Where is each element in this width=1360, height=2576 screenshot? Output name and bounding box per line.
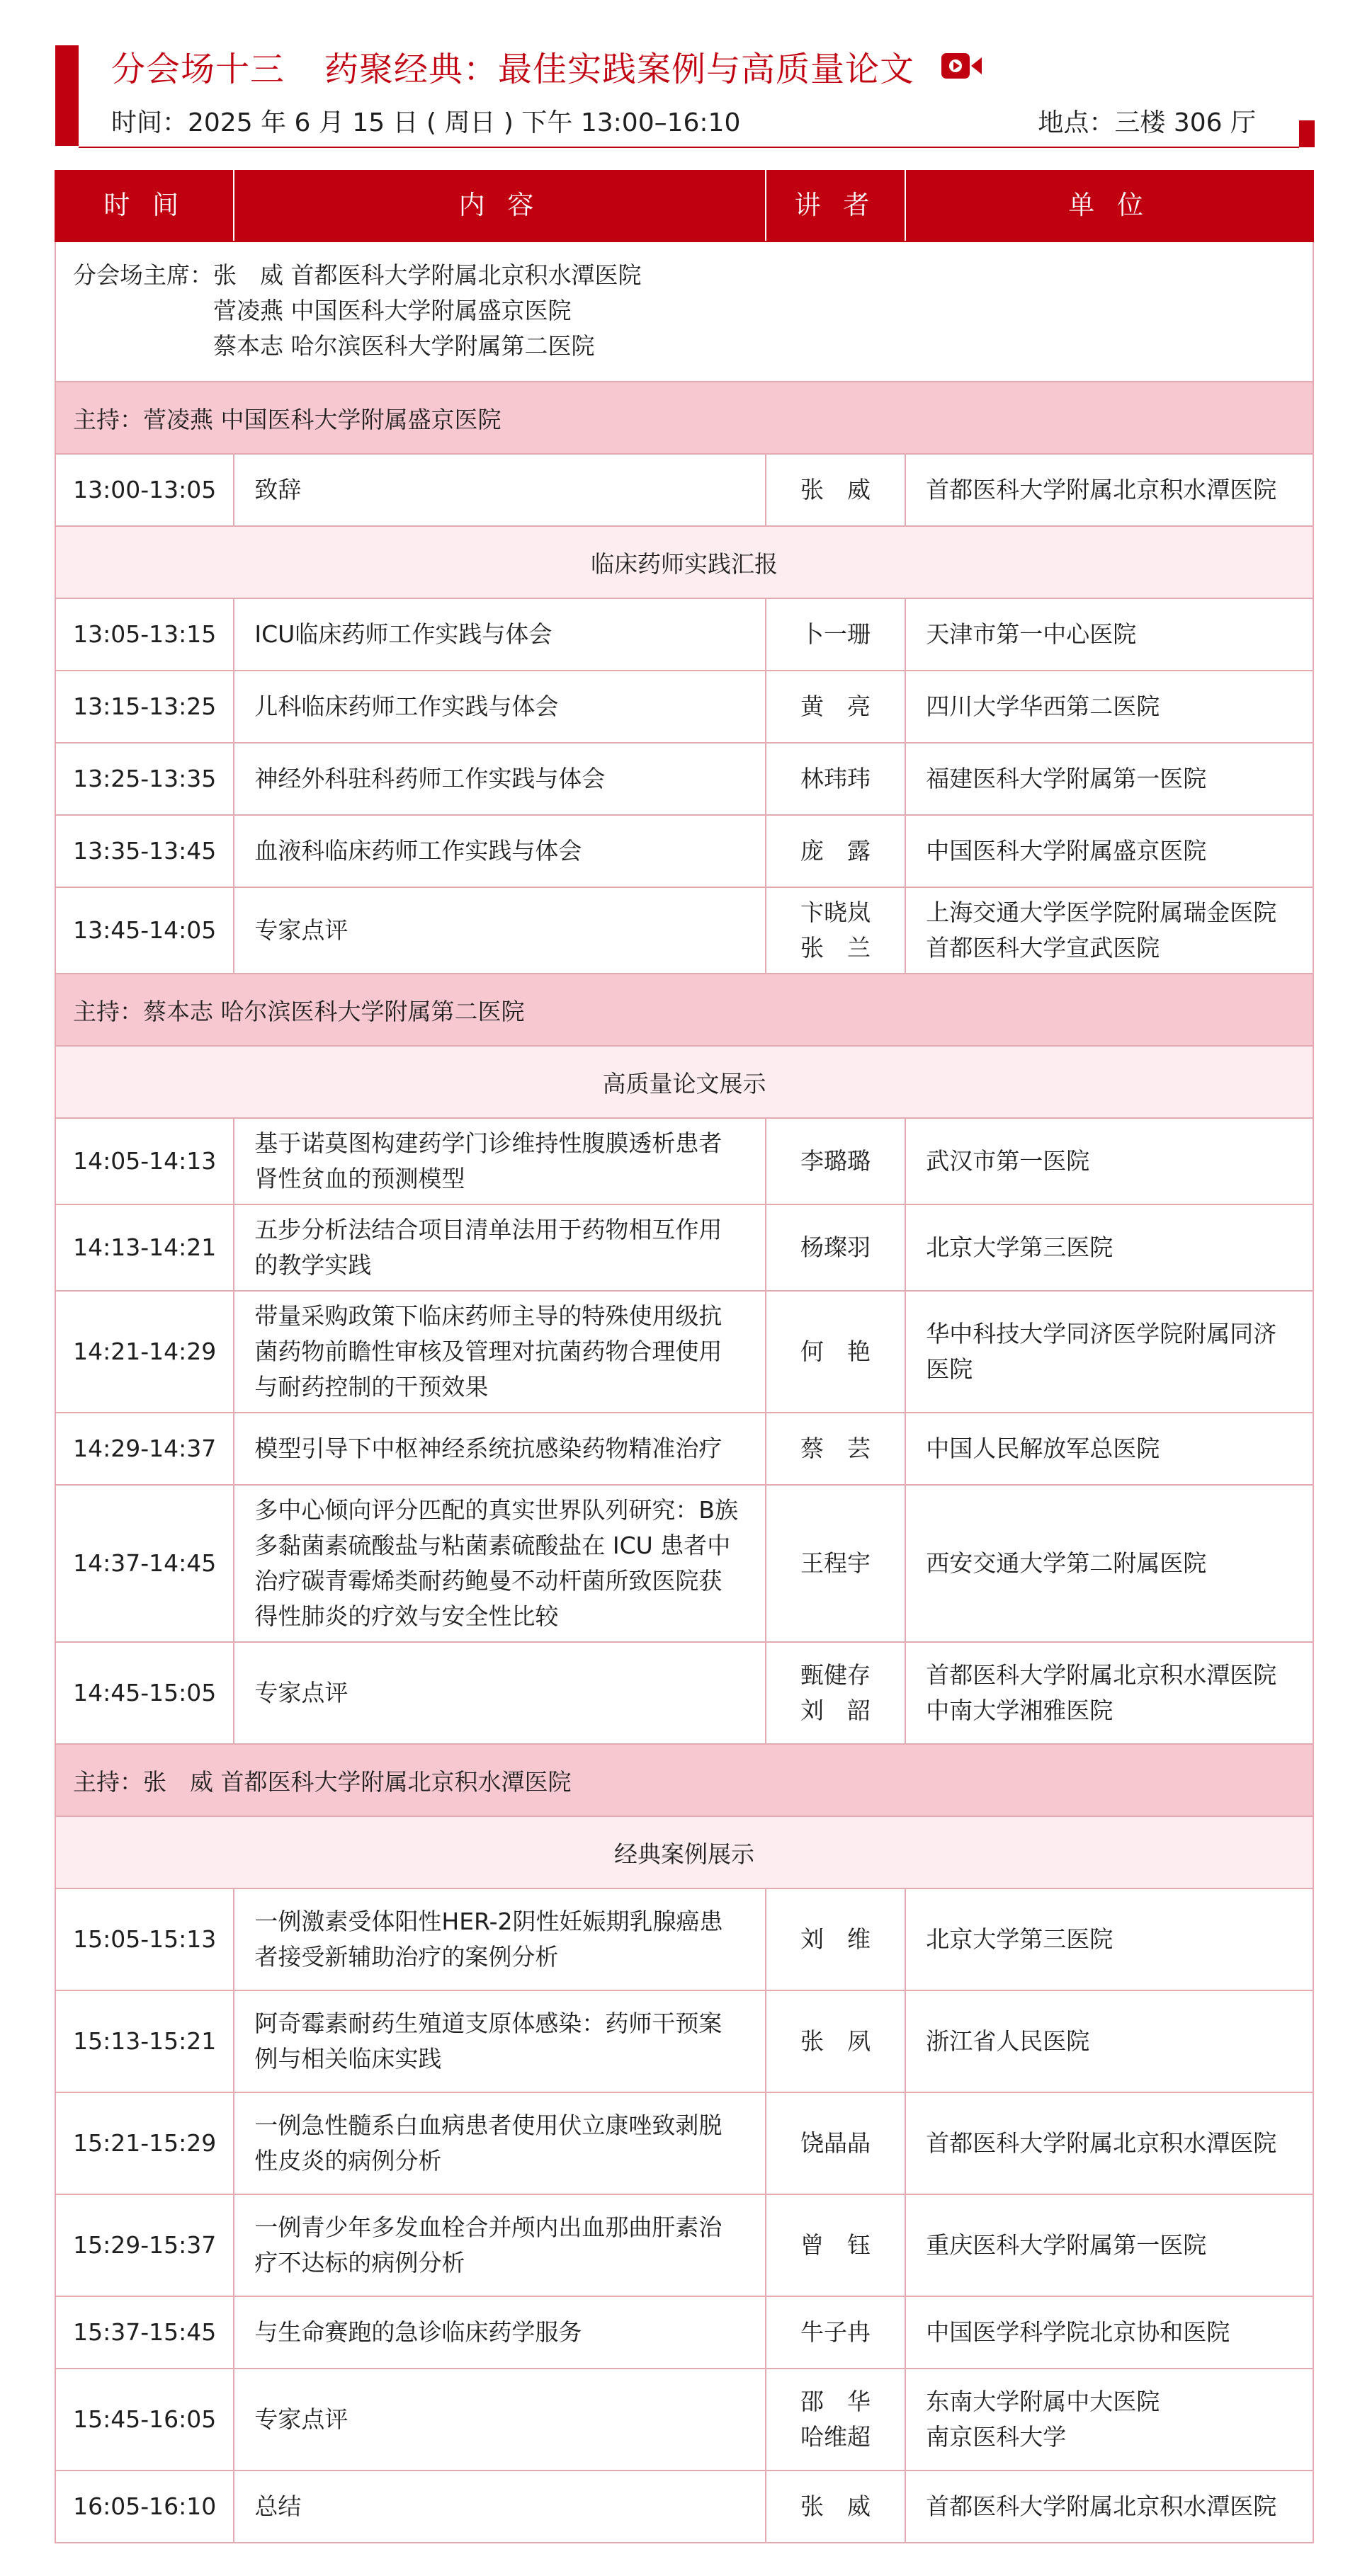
organization-cell [906, 888, 1313, 973]
speaker-cell [766, 2195, 907, 2296]
content-cell [234, 455, 766, 525]
speaker-cell [766, 743, 907, 814]
speaker-cell [766, 2471, 907, 2542]
organization-list [926, 1546, 1206, 1581]
schedule-row [55, 455, 1314, 527]
schedule-row [55, 2195, 1314, 2297]
organization-list [926, 2228, 1206, 2263]
schedule-row [55, 1119, 1314, 1205]
organization-cell [906, 1643, 1313, 1743]
organization-list [926, 1144, 1089, 1179]
talk-title: 总结 [254, 2492, 302, 2520]
content-cell [234, 1292, 766, 1412]
organization-name: 首都医科大学附属北京积水潭医院 [926, 1661, 1277, 1689]
section-title-row: 临床药师实践汇报 [55, 527, 1314, 599]
speaker-list [800, 1144, 871, 1179]
speaker-list [800, 1922, 871, 1957]
talk-title: 儿科临床药师工作实践与体会 [254, 693, 559, 720]
organization-name: 北京大学第三医院 [926, 1233, 1114, 1261]
organization-name: 武汉市第一医院 [926, 1147, 1090, 1175]
organization-list [926, 2489, 1276, 2524]
speaker-name: 卞晓岚 [800, 899, 871, 926]
speaker-list [800, 472, 871, 508]
organization-name: 西安交通大学第二附属医院 [926, 1549, 1207, 1577]
speaker-name: 张 威 [800, 476, 871, 503]
content-cell [234, 599, 766, 670]
content-cell [234, 2471, 766, 2542]
speaker-list [800, 833, 871, 869]
host-row: 主持：菅凌燕 中国医科大学附属盛京医院 [55, 382, 1314, 455]
talk-title: 模型引导下中枢神经系统抗感染药物精准治疗 [254, 1435, 722, 1462]
organization-list [926, 1230, 1113, 1265]
column-header-organization: 单 位 [1068, 190, 1150, 220]
organization-list [926, 1431, 1160, 1466]
speaker-list [800, 895, 871, 966]
speaker-list [800, 1334, 871, 1369]
speaker-list [800, 2315, 871, 2350]
organization-list [926, 617, 1136, 652]
time-cell: 14:13-14:21 [56, 1205, 234, 1290]
content-cell [234, 816, 766, 887]
content-cell [234, 671, 766, 742]
schedule-row [55, 1643, 1314, 1745]
speaker-list [800, 2024, 871, 2059]
talk-title: 专家点评 [254, 2405, 348, 2433]
speaker-cell [766, 1205, 907, 1290]
speaker-list [800, 761, 871, 797]
chairs-list [213, 242, 642, 364]
speaker-name: 李璐璐 [800, 1147, 871, 1175]
speaker-list [800, 617, 871, 652]
organization-name: 四川大学华西第二医院 [926, 693, 1160, 720]
organization-list [926, 2315, 1230, 2350]
organization-cell [906, 1486, 1313, 1641]
time-cell: 15:13-15:21 [56, 1991, 234, 2092]
session-number: 分会场十三 [111, 50, 285, 89]
speaker-cell [766, 2297, 907, 2368]
speaker-name: 刘 维 [800, 1925, 871, 1953]
organization-cell [906, 2471, 1313, 2542]
organization-cell [906, 599, 1313, 670]
speaker-cell [766, 455, 907, 525]
speaker-list [800, 1230, 871, 1265]
speaker-name: 甄健存 [800, 1661, 871, 1689]
schedule-row [55, 1205, 1314, 1292]
organization-cell [906, 743, 1313, 814]
schedule-row [55, 2471, 1314, 2543]
content-cell [234, 743, 766, 814]
chairs-label: 分会场主席： [73, 261, 213, 289]
talk-title: 专家点评 [254, 1679, 348, 1706]
organization-cell [906, 455, 1313, 525]
speaker-list [800, 2126, 871, 2161]
organization-list [926, 2024, 1089, 2059]
talk-title: 五步分析法结合项目清单法用于药物相互作用的教学实践 [254, 1216, 722, 1279]
time-cell: 13:15-13:25 [56, 671, 234, 742]
talk-title: 致辞 [254, 476, 302, 503]
organization-list [926, 895, 1276, 966]
organization-name: 中南大学湘雅医院 [926, 1697, 1114, 1724]
speaker-cell [766, 1119, 907, 1204]
schedule-row [55, 1486, 1314, 1643]
speaker-name: 黄 亮 [800, 693, 871, 720]
organization-cell [906, 2093, 1313, 2194]
schedule-row [55, 1413, 1314, 1486]
organization-list [926, 2126, 1276, 2161]
talk-title: 专家点评 [254, 916, 348, 944]
organization-name: 北京大学第三医院 [926, 1925, 1114, 1953]
time-cell: 15:29-15:37 [56, 2195, 234, 2296]
organization-cell [906, 2369, 1313, 2470]
time-cell: 15:21-15:29 [56, 2093, 234, 2194]
speaker-cell [766, 671, 907, 742]
organization-cell [906, 671, 1313, 742]
organization-name: 中国医科大学附属盛京医院 [926, 837, 1207, 865]
organization-cell [906, 816, 1313, 887]
header-accent-bar [55, 45, 79, 146]
schedule-row [55, 816, 1314, 888]
speaker-cell [766, 1643, 907, 1743]
talk-title: ICU临床药师工作实践与体会 [254, 620, 552, 648]
speaker-name: 牛子冉 [800, 2318, 871, 2346]
table-header-row [55, 170, 1314, 242]
time-cell: 13:05-13:15 [56, 599, 234, 670]
schedule-row [55, 1292, 1314, 1413]
header-corner-mark [1299, 120, 1315, 147]
speaker-cell [766, 888, 907, 973]
host-row: 主持：蔡本志 哈尔滨医科大学附属第二医院 [55, 974, 1314, 1047]
time-cell: 14:29-14:37 [56, 1413, 234, 1484]
content-cell [234, 888, 766, 973]
speaker-cell [766, 1292, 907, 1412]
organization-list [926, 472, 1276, 508]
schedule-row [55, 2093, 1314, 2195]
speaker-name: 刘 韶 [800, 1697, 871, 1724]
speaker-cell [766, 2369, 907, 2470]
talk-title: 一例急性髓系白血病患者使用伏立康唑致剥脱性皮炎的病例分析 [254, 2111, 722, 2175]
content-cell [234, 1486, 766, 1641]
content-cell [234, 2195, 766, 2296]
organization-name: 中国医学科学院北京协和医院 [926, 2318, 1230, 2346]
chair-person: 张 威 首都医科大学附属北京积水潭医院 [213, 261, 642, 289]
time-cell: 15:05-15:13 [56, 1889, 234, 1990]
organization-list [926, 761, 1206, 797]
talk-title: 与生命赛跑的急诊临床药学服务 [254, 2318, 582, 2346]
organization-name: 天津市第一中心医院 [926, 620, 1137, 648]
column-header-time: 时 间 [56, 170, 234, 241]
video-camera-icon [941, 40, 982, 97]
speaker-cell [766, 599, 907, 670]
time-cell: 14:45-15:05 [56, 1643, 234, 1743]
schedule-row [55, 1991, 1314, 2093]
speaker-name: 何 艳 [800, 1338, 871, 1365]
organization-name: 首都医科大学附属北京积水潭医院 [926, 2492, 1277, 2520]
organization-cell [906, 1119, 1313, 1204]
time-cell: 16:05-16:10 [56, 2471, 234, 2542]
time-cell: 13:25-13:35 [56, 743, 234, 814]
speaker-name: 张 夙 [800, 2027, 871, 2055]
speaker-cell [766, 1889, 907, 1990]
organization-name: 上海交通大学医学院附属瑞金医院 [926, 899, 1277, 926]
content-cell [234, 2297, 766, 2368]
talk-title: 血液科临床药师工作实践与体会 [254, 837, 582, 865]
talk-title: 神经外科驻科药师工作实践与体会 [254, 765, 606, 792]
speaker-cell [766, 2093, 907, 2194]
content-cell [234, 1991, 766, 2092]
organization-list [926, 2384, 1160, 2455]
organization-list [926, 1316, 1293, 1387]
organization-list [926, 689, 1160, 724]
speaker-name: 张 威 [800, 2492, 871, 2520]
content-cell [234, 2369, 766, 2470]
organization-cell [906, 2195, 1313, 2296]
schedule-table [55, 170, 1314, 2543]
talk-title: 多中心倾向评分匹配的真实世界队列研究：B族多黏菌素硫酸盐与粘菌素硫酸盐在 ICU 患者中治疗碳青霉烯类耐药鲍曼不动杆菌所致医院获得性肺炎的疗效与安全性比较 [254, 1496, 739, 1630]
host-row: 主持：张 威 首都医科大学附属北京积水潭医院 [55, 1745, 1314, 1817]
content-cell [234, 1413, 766, 1484]
chair-person: 蔡本志 哈尔滨医科大学附属第二医院 [213, 332, 595, 360]
organization-cell [906, 1991, 1313, 2092]
schedule-row [55, 2369, 1314, 2471]
schedule-row [55, 888, 1314, 974]
section-title-row: 经典案例展示 [55, 1817, 1314, 1889]
content-cell [234, 1889, 766, 1990]
speaker-name: 林玮玮 [800, 765, 871, 792]
chair-person: 菅凌燕 中国医科大学附属盛京医院 [213, 297, 572, 324]
speaker-name: 哈维超 [800, 2423, 871, 2451]
organization-name: 首都医科大学附属北京积水潭医院 [926, 2129, 1277, 2157]
speaker-name: 邵 华 [800, 2388, 871, 2415]
speaker-name: 庞 露 [800, 837, 871, 865]
talk-title: 一例激素受体阳性HER-2阴性妊娠期乳腺癌患者接受新辅助治疗的案例分析 [254, 1908, 723, 1971]
time-cell: 14:05-14:13 [56, 1119, 234, 1204]
organization-name: 南京医科大学 [926, 2423, 1067, 2451]
speaker-list [800, 2228, 871, 2263]
content-cell [234, 1643, 766, 1743]
organization-name: 中国人民解放军总医院 [926, 1435, 1160, 1462]
organization-cell [906, 1889, 1313, 1990]
talk-title: 基于诺莫图构建药学门诊维持性腹膜透析患者肾性贫血的预测模型 [254, 1129, 722, 1192]
column-header-content: 内 容 [234, 170, 766, 241]
schedule-row [55, 1889, 1314, 1991]
time-cell: 13:35-13:45 [56, 816, 234, 887]
talk-title: 阿奇霉素耐药生殖道支原体感染：药师干预案例与相关临床实践 [254, 2010, 722, 2073]
organization-cell [906, 2297, 1313, 2368]
speaker-name: 曾 钰 [800, 2231, 871, 2259]
organization-name: 首都医科大学宣武医院 [926, 934, 1160, 962]
speaker-cell [766, 1413, 907, 1484]
speaker-name: 饶晶晶 [800, 2129, 871, 2157]
column-header-speaker: 讲 者 [766, 170, 907, 241]
speaker-name: 卜一珊 [800, 620, 871, 648]
time-cell: 13:00-13:05 [56, 455, 234, 525]
organization-cell [906, 1205, 1313, 1290]
organization-name: 重庆医科大学附属第一医院 [926, 2231, 1207, 2259]
organization-name: 浙江省人民医院 [926, 2027, 1090, 2055]
organization-list [926, 833, 1206, 869]
speaker-name: 杨璨羽 [800, 1233, 871, 1261]
schedule-row [55, 599, 1314, 671]
speaker-name: 蔡 芸 [800, 1435, 871, 1462]
time-cell: 14:37-14:45 [56, 1486, 234, 1641]
speaker-list [800, 1546, 871, 1581]
speaker-name: 王程宇 [800, 1549, 871, 1577]
organization-cell [906, 1413, 1313, 1484]
content-cell [234, 1205, 766, 1290]
header-divider [79, 147, 1299, 148]
speaker-list [800, 689, 871, 724]
time-cell: 15:37-15:45 [56, 2297, 234, 2368]
speaker-list [800, 2489, 871, 2524]
session-theme: 药聚经典：最佳实践案例与高质量论文 [324, 50, 915, 89]
speaker-cell [766, 1991, 907, 2092]
organization-name: 首都医科大学附属北京积水潭医院 [926, 476, 1277, 503]
content-cell [234, 1119, 766, 1204]
schedule-row [55, 671, 1314, 743]
time-cell: 14:21-14:29 [56, 1292, 234, 1412]
organization-name: 东南大学附属中大医院 [926, 2388, 1160, 2415]
schedule-row [55, 743, 1314, 816]
speaker-list [800, 1431, 871, 1466]
speaker-name: 张 兰 [800, 934, 871, 962]
time-cell: 13:45-14:05 [56, 888, 234, 973]
speaker-list [800, 2384, 871, 2455]
section-title-row: 高质量论文展示 [55, 1047, 1314, 1119]
organization-cell [906, 1292, 1313, 1412]
speaker-cell [766, 1486, 907, 1641]
organization-list [926, 1658, 1276, 1728]
organization-name: 华中科技大学同济医学院附属同济医院 [926, 1320, 1277, 1383]
schedule-row [55, 2297, 1314, 2369]
speaker-cell [766, 816, 907, 887]
talk-title: 带量采购政策下临床药师主导的特殊使用级抗菌药物前瞻性审核及管理对抗菌药物合理使用与耐药控制的干预效果 [254, 1302, 722, 1401]
session-location: 地点：三楼 306 厅 [1038, 108, 1256, 137]
content-cell [234, 2093, 766, 2194]
session-title [111, 41, 982, 98]
organization-list [926, 1922, 1113, 1957]
talk-title: 一例青少年多发血栓合并颅内出血那曲肝素治疗不达标的病例分析 [254, 2213, 722, 2276]
organization-name: 福建医科大学附属第一医院 [926, 765, 1207, 792]
session-chairs-row [55, 242, 1314, 382]
session-time: 时间：2025 年 6 月 15 日 ( 周日 ) 下午 13:00–16:10 [111, 108, 741, 137]
time-cell: 15:45-16:05 [56, 2369, 234, 2470]
speaker-list [800, 1658, 871, 1728]
